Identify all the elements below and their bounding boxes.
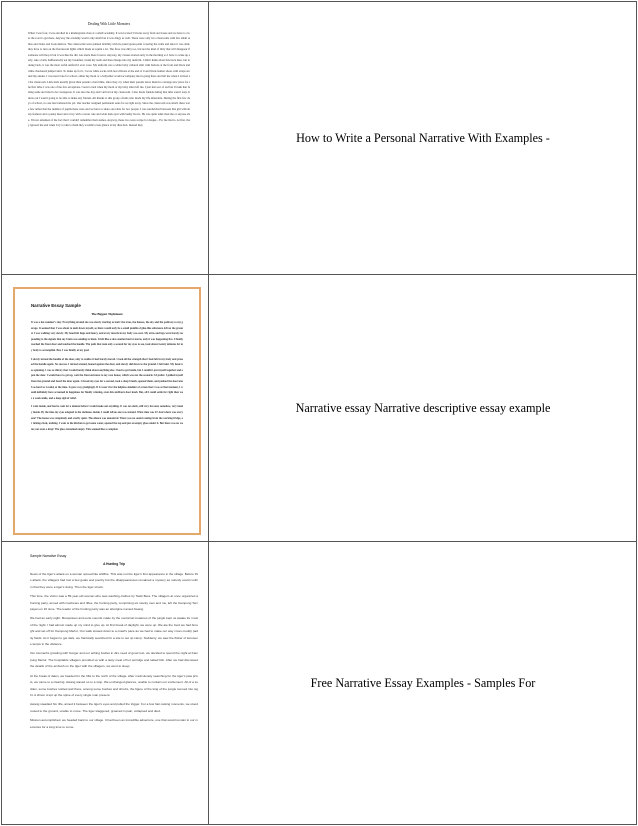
document-page [30, 554, 198, 816]
document-paragraph: Our stomachs growling with hunger and our aching bodies in dire need of good rest, we decided to spend the night at Kampung Merlur. The hospitable villagers provided us with a tasty meal of hot porridge and salted fish. After we had discussed the details of the ambush on the tiger with the villagers, we went to sleep. [30, 651, 198, 669]
document-heading: Narrative Essay Sample [31, 303, 81, 308]
document-title: A Hunting Trip [103, 562, 125, 566]
document-paragraph: At the break of dawn, we headed for the hills to the north of the village. After meticulously searching for the tiger's paw prints, we came to a clearing. Awang waved us to a stop. We exchanged glances, unable to contain our excitement. All of a sudden, some bushes rustled and there, among some bushes and shrubs, the figure of the king of the jungle loomed into sight. A shiver crept up the spine of every single man present. [30, 673, 198, 697]
document-page [26, 22, 192, 262]
document-heading: Sample Narrative Essay [30, 554, 67, 558]
document-paragraph: This time, the victim was a 55-year-old woman who was washing clothes by Tasik Bera. The villagers at once organized a hunting party, armed with machetes and rifles, the hunting party, comprising six stocky men and me, left the Kampung Tempayan on 10 June. The leader of the hunting party was an aborigine named Awang. [30, 594, 198, 612]
result-row-1 [2, 2, 636, 275]
result-caption-cell-3 [210, 542, 636, 824]
result-row-2 [2, 275, 636, 542]
document-title: Dealing With Little Monsters [87, 22, 131, 26]
document-body: When I was four, I was enrolled in a kindergarten class at a small academy. It was located 5 blocks away from our house and we have to cross the road to get there. Anyway the academy wasn't only small but it was dingy as well. There were only two classrooms with few small tables and chairs and book shelves. The classrooms were painted drabbily with its pastel green paint covering the walls and since it was dark, they have to turn on the fluorescent lights which made us squint a lot. The floor was dirty too, but not the kind of dirty that will disappear if someone will mop it but it was like the dirt was stuck there forever. Anyway, my classes started early in the morning so I have to wake up early, take a bath, halfheartedly eat my breakfast, brush my teeth and then change into my uniform. I didn't think about this back then, but looking back, it was the most awful uniform I ever wore. My uniform was a white baby collared shirt with buttons at the front and black and white checkered jumper skirt. To make up for it, I wore white socks with lace ribbons at the end of it and black leather shoes with straps around my ankles. I was never late for school, either my mom or a babysitter would accompany me in going there and left me when I arrived at the classroom. Little kids usually given their parents a hard time, since they cry when their parents leave them in a strange new place for the first time. I was one of the few exceptions. I never cried when my mom or my baby sitter left me. I just feel sort of sad but I brush that feeling aside and tried to be courageous. It was also the day and I arrived at my classroom. I also made friends during that time wasn't easy. It turns out I wasn't going to be able to make any friends. All thanks to this group of kids who made my life miserable. During the first few days of school, no one has bothered me yet. Our teacher assigned permanent seats for us right away. Since the classroom was small, there were few tables that the number of pupils there were and we have to share one table for two people. I was sandwiched between this girl with sharp features and a pesky meet and a boy with a sweet cute and wide dark eyes with bushy brows. He was quite taller than me or anyone else. I'm not ashamed of the fact that I couldn't remember their names. Anyway, these two were recipe for danger... For me that is. At first, they ignored me and when I try to talk to them they wouldn't even glance at my direction. Instead they [28, 31, 190, 127]
document-paragraph: Mission accomplished, we headed back to our village. It had been an incredible adventure, one that would remain in our memories for a long time to come. [30, 718, 198, 729]
document-paragraph: It was a hot summer's day. Everything around me was slowly starting to melt: the trees, the houses, the sky and the pathway to my garage. It seemed that I was about to melt down myself, so there would only be a small puddle of glue-like substance left on the ground. I was walking very slowly. My head felt huge and heavy, and every muscle in my body was sore. My arms and legs were barely responding to the signals that my brain was sending to them. It felt like a slow-motion horror movie, only it was happening live. I finally reached the front door and touched the handle. The path that took only a second for my eyes to see, took about twenty minutes for my body to accomplish. But, I was finally at my goal. [31, 321, 183, 352]
result-thumbnail-3[interactable] [2, 542, 209, 824]
document-paragraph: I slowly turned the handle of the door, only to realize it had barely moved. I took all the strength that I had left in my body and pressed the handle again. No success. I turned around, leaned against the door, and slowly slid down to the ground. I felt faint. My head was spinning. I was so thirsty that I could barely think about anything else. I had to get inside, but I couldn't put myself together and open the door. I would have to get up, wait the front entrance to my own house, which was not the scenario I'd prefer. I pulled myself from the ground and faced the door again. I closed my eyes for a second, took a deep breath, opened them, and pushed the door knob as hard as I could, at the time. It gave way grudgingly. If it wasn't for the helpless shudder of a man that I was at that moment, I would definitely have screamed in happiness for finally winning, even this stubborn door knob. But, all I could settle for right then was a weak smile, and a deep sigh of relief. [31, 357, 183, 400]
result-caption-link[interactable]: Narrative essay Narrative descriptive essay example [295, 400, 551, 415]
document-paragraph: Awang steadied his rifle, aimed it between the tiger's eyes and pulled the trigger. For a few hair-raising moments, we stood rooted to the ground, unable to move. The tiger staggered, groaned in pain, collapsed and died. [30, 702, 198, 713]
result-caption-link[interactable]: Free Narrative Essay Examples - Samples For [310, 675, 536, 690]
document-paragraph: We had an early night. Mosquitoes and eerie sounds made by the nocturnal creatures of the jungle kept us awake for most of the night. I had almost made up my mind to give up. At first break of daylight, we were up. We ate the food we had brought and set off for Kampung Merlur. Our walk slowed down to a crawl's pace as we had to make our way cross muddy paddy fields. As it began to get dark, we frantically searched for a site to set up camp. Suddenly, we saw the flicker of kerosene lamps in the distance. [30, 616, 198, 647]
result-row-3 [2, 542, 636, 824]
results-grid [1, 1, 637, 825]
document-page [13, 287, 201, 535]
result-thumbnail-2[interactable] [2, 275, 209, 541]
document-paragraph: News of the tiger's attack on a woman spread like wildfire. This was not the tiger's first appearance in the village. Before this attack, the villagers had lost a few goats and poultry but the disappearances remained a mystery as nobody could confirm that they were a tiger's doing. Then the tiger struck. [30, 572, 198, 589]
result-caption-link[interactable]: How to Write a Personal Narrative With Examples - [296, 130, 550, 145]
document-title: The Biggest Nightmare [91, 312, 123, 316]
result-thumbnail-1[interactable] [2, 2, 209, 274]
result-caption-cell-2 [210, 275, 636, 541]
document-paragraph: I went inside, and had to wait for a minute before I could make out anything. It was too dark, still very hot and, somehow, very lonely inside. By the time my eyes adapted to the darkness inside, I could tell no one was around. What time was it? And where was everyone? The house was completely and scarily quiet. The silence was unnatural. There was no sound coming from the working fridge, or ticking clock, nothing. I went to the kitchen to get some water, opened the tap and put an empty glass under it. But there was no water, not even a drop! The glass remained empty. This seemed like a complete [31, 405, 183, 431]
result-caption-cell-1 [210, 2, 636, 274]
